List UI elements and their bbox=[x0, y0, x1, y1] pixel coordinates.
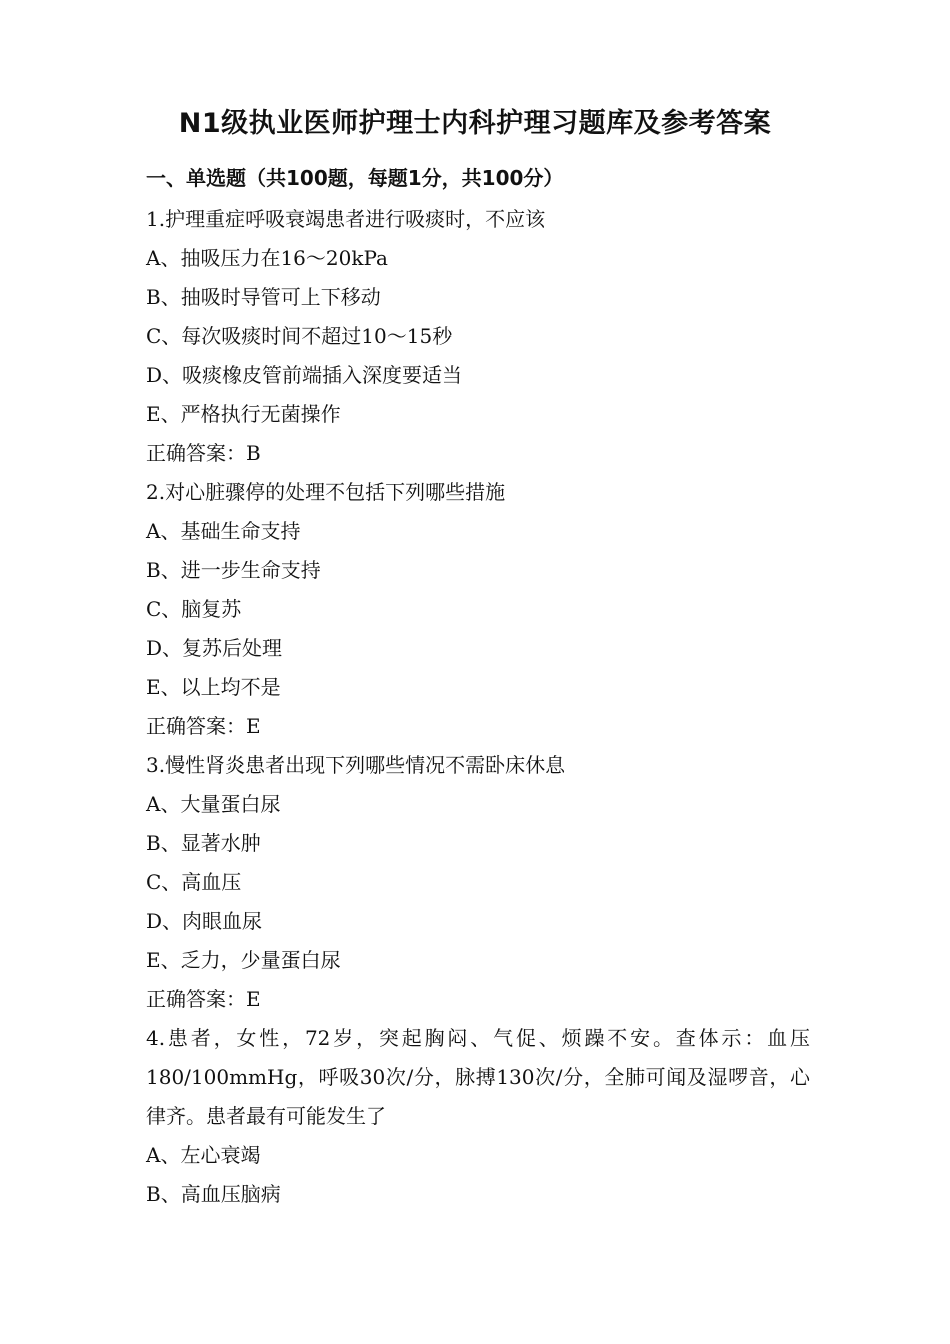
question-option: C、高血压 bbox=[146, 870, 242, 894]
question-option: D、复苏后处理 bbox=[146, 636, 283, 660]
question-option: B、显著水肿 bbox=[146, 831, 261, 855]
question-option: D、肉眼血尿 bbox=[146, 909, 263, 933]
question-option: C、每次吸痰时间不超过10～15秒 bbox=[146, 324, 453, 348]
question-option: B、抽吸时导管可上下移动 bbox=[146, 285, 381, 309]
question-option: B、进一步生命支持 bbox=[146, 558, 321, 582]
question-list bbox=[146, 200, 810, 1214]
question-stem: 4.患者，女性，72岁，突起胸闷、气促、烦躁不安。查体示：血压180/100mmHg，呼吸30次/分，脉搏130次/分，全肺可闻及湿啰音，心律齐。患者最有可能发生了 bbox=[146, 1026, 810, 1128]
question-1 bbox=[146, 200, 810, 473]
question-stem: 1.护理重症呼吸衰竭患者进行吸痰时，不应该 bbox=[146, 207, 546, 231]
question-option: C、脑复苏 bbox=[146, 597, 242, 621]
question-3 bbox=[146, 746, 810, 1019]
document-title: N1级执业医师护理士内科护理习题库及参考答案 bbox=[178, 108, 772, 139]
question-option: A、基础生命支持 bbox=[146, 519, 301, 543]
question-option: A、抽吸压力在16～20kPa bbox=[146, 246, 388, 270]
question-option: E、乏力，少量蛋白尿 bbox=[146, 948, 341, 972]
question-option: E、以上均不是 bbox=[146, 675, 281, 699]
question-2 bbox=[146, 473, 810, 746]
question-option: A、左心衰竭 bbox=[146, 1143, 261, 1167]
section-heading: 一、单选题（共100题，每题1分，共100分） bbox=[146, 166, 564, 190]
question-option: E、严格执行无菌操作 bbox=[146, 402, 341, 426]
question-stem: 2.对心脏骤停的处理不包括下列哪些措施 bbox=[146, 480, 506, 504]
question-4 bbox=[146, 1019, 810, 1214]
question-answer: 正确答案：E bbox=[146, 714, 261, 738]
question-answer: 正确答案：B bbox=[146, 441, 261, 465]
question-option: B、高血压脑病 bbox=[146, 1182, 281, 1206]
question-stem: 3.慢性肾炎患者出现下列哪些情况不需卧床休息 bbox=[146, 753, 566, 777]
question-answer: 正确答案：E bbox=[146, 987, 261, 1011]
question-option: A、大量蛋白尿 bbox=[146, 792, 281, 816]
question-option: D、吸痰橡皮管前端插入深度要适当 bbox=[146, 363, 463, 387]
